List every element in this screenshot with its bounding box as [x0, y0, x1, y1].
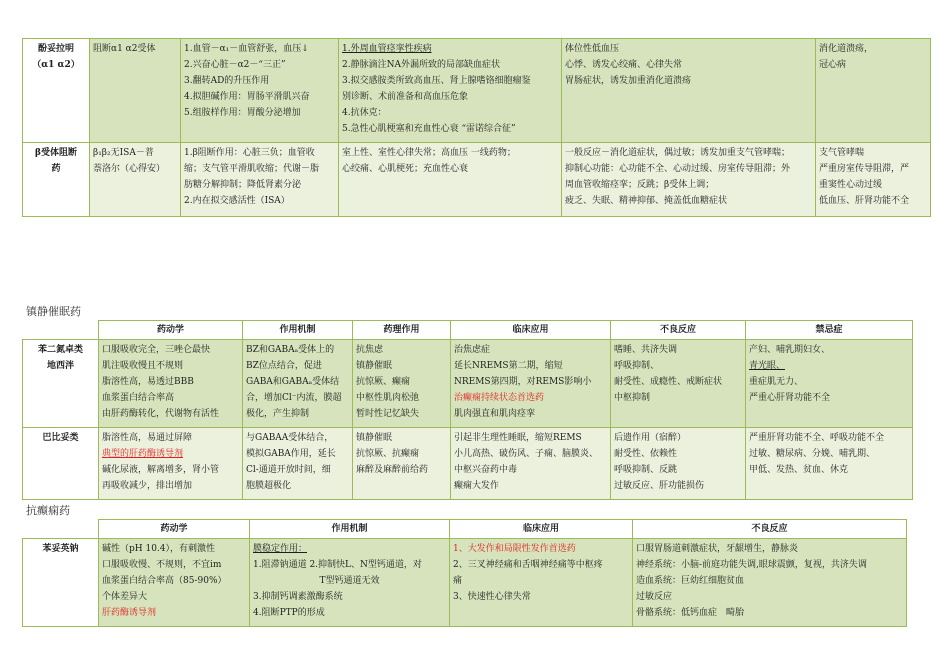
- table-row: [23, 340, 913, 428]
- adverse-cell: 体位性低血压 心悸、诱发心绞痛、心律失常 胃肠症状，诱发加重消化道溃疡: [562, 39, 816, 143]
- sedative-hypnotics-table: [22, 320, 913, 500]
- pharmacokinetics-cell: 碱性（pH 10.4），有刺激性 口服吸收慢、不规则，不宜im 血浆蛋白结合率高（85-90%） 个体差异大 肝药酶诱导剂: [99, 539, 250, 627]
- table-row: [23, 428, 913, 500]
- antiepileptics-table: [22, 519, 907, 627]
- pharmacokinetics-cell: 口服吸收完全，三唑仑最快 肌注吸收慢且不规则 脂溶性高，易透过BBB 血浆蛋白结合率高 由肝药酶转化，代谢物有活性: [99, 340, 243, 428]
- pharmacology-cell: 镇静催眠 抗惊厥、抗癫痫 麻醉及麻醉前给药: [353, 428, 451, 500]
- action-cell: 1.血管－α₁－血管舒张，血压↓ 2.兴奋心脏－α2－“三正” 3.翻转AD的升压作用 4.拟胆碱作用：胃肠平滑肌兴奋 5.组胺样作用：胃酸分泌增加: [181, 39, 339, 143]
- adverse-cell: 口服胃肠道刺激症状，牙龈增生，静脉炎 神经系统：小脑-前庭功能失调,眼球震颤，复视，共济失调 造血系统：巨幼红细胞贫血 过敏反应 骨骼系统：低钙血症 畸胎: [633, 539, 907, 627]
- mechanism-cell: 与GABAA受体结合， 模拟GABA作用，延长 Cl-通道开放时间，细 胞膜超极化: [243, 428, 353, 500]
- drug-name-cell: β受体阻断 药: [23, 143, 90, 217]
- section-title: 镇静催眠药: [26, 305, 81, 318]
- mechanism-cell: BZ和GABAₐ受体上的 BZ位点结合，促进 GABA和GABAₐ受体结 合，增加Cl⁻内流，膜超 极化，产生抑制: [243, 340, 353, 428]
- adverse-cell: 嗜睡、共济失调 呼吸抑制、 耐受性、成瘾性、戒断症状 中枢抑制: [611, 340, 746, 428]
- contraindication-cell: 产妇、哺乳期妇女、 青光眼、 重症肌无力、 严重心肝肾功能不全: [746, 340, 913, 428]
- mechanism-cell: β₁β₂无ISA－普 萘洛尔（心得安）: [90, 143, 181, 217]
- pharmacology-cell: 抗焦虑 镇静催眠 抗惊厥、癫痫 中枢性肌肉松弛 暂时性记忆缺失: [353, 340, 451, 428]
- action-cell: 1.β阻断作用：心脏三负；血管收 缩；支气管平滑肌收缩；代谢－脂 肪糖分解抑制；降低肾素分泌 2.内在拟交感活性（ISA）: [181, 143, 339, 217]
- column-header: 药动学: [99, 520, 250, 539]
- adrenergic-table: [22, 38, 931, 217]
- table-header-row: [23, 321, 913, 340]
- drug-name-cell: 苯妥英钠: [23, 539, 99, 627]
- section-title: 抗癫痫药: [26, 504, 70, 517]
- contraindication-cell: 严重肝肾功能不全、呼吸功能不全 过敏、糖尿病、分娩、哺乳期、 甲低、发热、贫血、休克: [746, 428, 913, 500]
- contraindication-cell: 消化道溃疡， 冠心病: [816, 39, 931, 143]
- column-header: 不良反应: [611, 321, 746, 340]
- column-header: 禁忌症: [746, 321, 913, 340]
- column-header: 临床应用: [450, 520, 633, 539]
- mechanism-cell: 膜稳定作用： 1.阻滞钠通道 2.抑制快L、N型钙通道，对 T型钙通道无效 3.抑制钙调素激酶系统 4.阻断PTP的形成: [250, 539, 450, 627]
- column-header: 临床应用: [451, 321, 611, 340]
- column-header: 不良反应: [633, 520, 907, 539]
- drug-name-cell: 巴比妥类: [23, 428, 99, 500]
- clinical-use-cell: 1.外周血管痉挛性疾病 2.静脉滴注NA外漏所致的局部缺血症状 3.拟交感胺类所致高血压、肾上腺嗜铬细胞瘤鉴 别诊断、术前准备和高血压危象 4.抗休克： 5.急性心肌梗塞和充血性心衰 “雷诺综合征”: [339, 39, 562, 143]
- clinical-use-cell: 室上性、室性心律失常；高血压 一线药物； 心绞痛、心肌梗死；充血性心衰: [339, 143, 562, 217]
- contraindication-cell: 支气管哮喘 严重房室传导阻滞，严 重窦性心动过缓 低血压、肝肾功能不全: [816, 143, 931, 217]
- drug-name-cell: 酚妥拉明 （α1 α2）: [23, 39, 90, 143]
- adverse-cell: 一般反应－消化道症状，偶过敏；诱发加重支气管哮喘； 抑制心功能：心功能不全、心动过缓、房室传导阻滞；外 周血管收缩痉挛；反跳；β受体上调； 疲乏、失眠、精神抑郁、掩盖低血糖症状: [562, 143, 816, 217]
- column-header: 药理作用: [353, 321, 451, 340]
- clinical-use-cell: 1、大发作和局限性发作首选药 2、三叉神经痛和舌咽神经痛等中枢疼 痛 3、快速性心律失常: [450, 539, 633, 627]
- drug-name-cell: 苯二氮卓类 地西泮: [23, 340, 99, 428]
- clinical-use-cell: 引起非生理性睡眠，缩短REMS 小儿高热、破伤风、子痫、脑膜炎、 中枢兴奋药中毒 癫痫大发作: [451, 428, 611, 500]
- table-row: [23, 539, 907, 627]
- column-header: 作用机制: [250, 520, 450, 539]
- table-header-row: [23, 520, 907, 539]
- mechanism-cell: 阻断α1 α2受体: [90, 39, 181, 143]
- pharmacokinetics-cell: 脂溶性高，易通过屏障 典型的肝药酶诱导剂 碱化尿液，解离增多，肾小管 再吸收减少，排出增加: [99, 428, 243, 500]
- column-header: 作用机制: [243, 321, 353, 340]
- clinical-use-cell: 治焦虑症 延长NREMS第二期，缩短 NREMS第四期，对REMS影响小 治癫痫持续状态首选药 肌肉强直和肌肉痉挛: [451, 340, 611, 428]
- table-row: [23, 39, 931, 143]
- column-header: 药动学: [99, 321, 243, 340]
- table-row: [23, 143, 931, 217]
- adverse-cell: 后遗作用（宿醉） 耐受性、依赖性 呼吸抑制、反跳 过敏反应、肝功能损伤: [611, 428, 746, 500]
